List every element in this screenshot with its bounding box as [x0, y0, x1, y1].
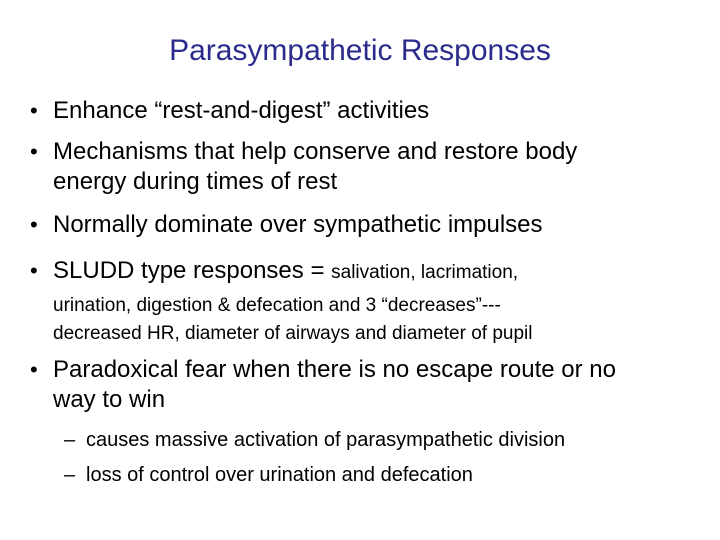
- bullet-marker: •: [30, 212, 38, 237]
- bullet-line: Paradoxical fear when there is no escape route or no: [53, 356, 617, 383]
- sub-bullet-text: loss of control over urination and defecation: [86, 464, 473, 486]
- sub-bullet-item: [64, 460, 704, 490]
- bullet-text: [53, 355, 710, 415]
- bullet-marker: •: [30, 258, 38, 283]
- bullet-line: Enhance “rest-and-digest” activities: [53, 97, 430, 124]
- sub-bullet-marker: –: [64, 429, 76, 451]
- sub-bullet-marker: –: [64, 464, 76, 486]
- bullet-marker: •: [30, 139, 38, 164]
- bullet-marker: •: [30, 357, 38, 382]
- sub-bullet-text: causes massive activation of parasympathetic division: [86, 429, 566, 451]
- bullet-line: Normally dominate over sympathetic impulses: [53, 211, 543, 238]
- bullet-item: [30, 137, 710, 197]
- bullet-line: way to win: [53, 386, 166, 413]
- bullet-item: [30, 210, 710, 240]
- bullet-text: [53, 256, 710, 348]
- bullet-text: [53, 96, 710, 126]
- bullet-marker: •: [30, 98, 38, 123]
- bullet-line: Mechanisms that help conserve and restore body: [53, 138, 578, 165]
- bullet-item: [30, 355, 710, 415]
- bullet-line: [53, 256, 710, 287]
- sub-bullet-item: [64, 425, 704, 455]
- bullet-item: [30, 256, 710, 348]
- sludd-tail: salivation, lacrimation,: [331, 262, 519, 283]
- bullet-line: urination, digestion & defecation and 3 “decreases”---: [53, 295, 501, 316]
- bullet-text: [53, 210, 710, 240]
- bullet-line: decreased HR, diameter of airways and diameter of pupil: [53, 323, 533, 344]
- slide-title: Parasympathetic Responses: [169, 34, 551, 67]
- bullet-item: [30, 96, 710, 126]
- sludd-lead: SLUDD type responses =: [53, 257, 332, 284]
- bullet-text: [53, 137, 710, 197]
- bullet-line: energy during times of rest: [53, 168, 338, 195]
